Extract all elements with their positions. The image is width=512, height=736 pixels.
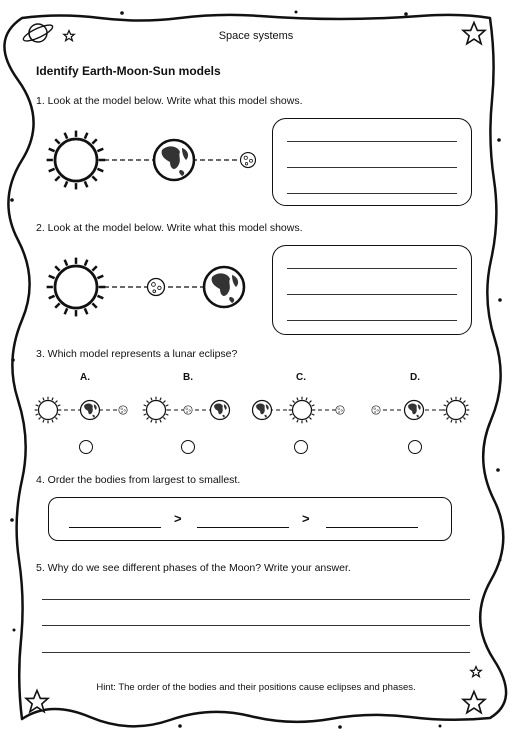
q2-model bbox=[47, 258, 244, 317]
option-a-radio[interactable] bbox=[79, 440, 93, 454]
page-title: Space systems bbox=[218, 30, 294, 42]
moon-icon bbox=[184, 406, 192, 414]
smallest-blank[interactable] bbox=[326, 527, 418, 528]
order-answer-box bbox=[48, 497, 452, 541]
answer-line bbox=[287, 193, 457, 194]
middle-blank[interactable] bbox=[197, 527, 289, 528]
q3-model-b bbox=[143, 397, 230, 424]
sun-icon bbox=[143, 397, 170, 424]
earth-icon bbox=[211, 401, 230, 420]
sun-icon bbox=[443, 397, 470, 424]
question-2-text: 2. Look at the model below. Write what this model shows. bbox=[36, 222, 303, 234]
q3-model-d bbox=[372, 397, 470, 424]
earth-icon bbox=[253, 401, 272, 420]
q1-model bbox=[47, 131, 256, 190]
answer-line bbox=[287, 167, 457, 168]
moon-icon bbox=[372, 406, 380, 414]
option-a-label: A. bbox=[80, 372, 90, 383]
option-d-label: D. bbox=[410, 372, 420, 383]
answer-line bbox=[287, 294, 457, 295]
q5-answer-line[interactable] bbox=[42, 652, 470, 653]
earth-icon bbox=[154, 140, 194, 180]
q5-answer-line[interactable] bbox=[42, 599, 470, 600]
question-5-text: 5. Why do we see different phases of the Moon? Write your answer. bbox=[36, 562, 351, 574]
q2-answer-box[interactable] bbox=[272, 245, 472, 335]
answer-line bbox=[287, 320, 457, 321]
moon-icon bbox=[336, 406, 344, 414]
moon-icon bbox=[241, 153, 256, 168]
q1-answer-box[interactable] bbox=[272, 118, 472, 206]
answer-line bbox=[287, 141, 457, 142]
greater-than-sign: > bbox=[174, 511, 182, 526]
earth-icon bbox=[81, 401, 100, 420]
option-d-radio[interactable] bbox=[408, 440, 422, 454]
moon-icon bbox=[119, 406, 127, 414]
option-c-label: C. bbox=[296, 372, 306, 383]
question-3-text: 3. Which model represents a lunar eclipse? bbox=[36, 348, 238, 360]
greater-than-sign: > bbox=[302, 511, 310, 526]
option-c-radio[interactable] bbox=[294, 440, 308, 454]
hint-text: Hint: The order of the bodies and their positions cause eclipses and phases. bbox=[96, 682, 416, 693]
small-star-icon bbox=[471, 667, 481, 677]
largest-blank[interactable] bbox=[69, 527, 161, 528]
worksheet-heading: Identify Earth-Moon-Sun models bbox=[36, 64, 221, 78]
earth-icon bbox=[204, 267, 244, 307]
sun-icon bbox=[35, 397, 62, 424]
q3-model-a bbox=[35, 397, 128, 424]
question-1-text: 1. Look at the model below. Write what this model shows. bbox=[36, 95, 303, 107]
sun-icon bbox=[289, 397, 316, 424]
moon-icon bbox=[148, 279, 165, 296]
option-b-radio[interactable] bbox=[181, 440, 195, 454]
q3-model-c bbox=[253, 397, 345, 424]
sun-icon bbox=[47, 131, 106, 190]
earth-icon bbox=[405, 401, 424, 420]
q5-answer-line[interactable] bbox=[42, 625, 470, 626]
star-icon bbox=[463, 692, 485, 713]
option-b-label: B. bbox=[183, 372, 193, 383]
question-4-text: 4. Order the bodies from largest to smallest. bbox=[36, 474, 241, 486]
sun-icon bbox=[47, 258, 106, 317]
answer-line bbox=[287, 268, 457, 269]
